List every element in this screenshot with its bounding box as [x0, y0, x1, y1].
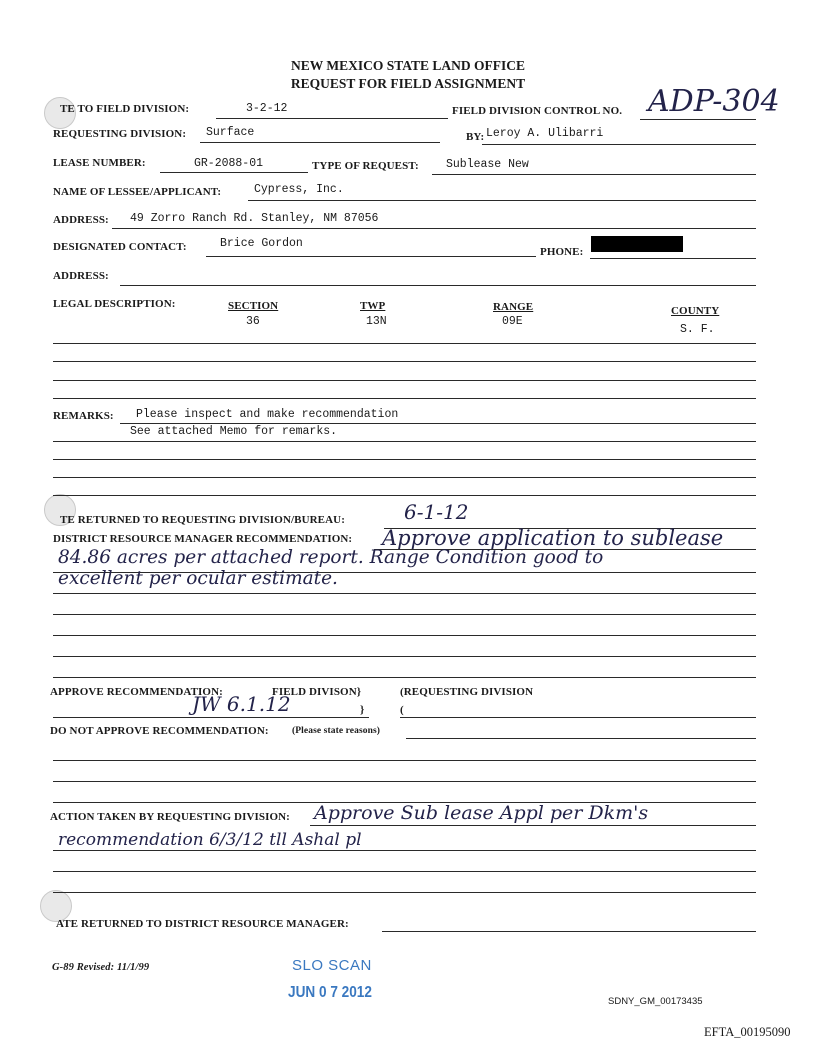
form-title-line1: NEW MEXICO STATE LAND OFFICE [290, 58, 526, 73]
do-not-approve-label: DO NOT APPROVE RECOMMENDATION: [50, 725, 269, 737]
by-value: Leroy A. Ulibarri [486, 127, 604, 140]
drm-recommendation-line1: Approve application to sublease [382, 526, 724, 550]
phone-redaction [591, 236, 683, 252]
approve-recommendation-label: APPROVE RECOMMENDATION: [50, 686, 223, 698]
legal-description-label: LEGAL DESCRIPTION: [53, 298, 176, 310]
date-returned-drm-label: ATE RETURNED TO DISTRICT RESOURCE MANAGER: [56, 918, 349, 930]
approve-field-division-label: FIELD DIVISON} [272, 686, 362, 698]
action-taken-line1: Approve Sub lease Appl per Dkm's [314, 802, 649, 824]
requesting-division-label: REQUESTING DIVISION: [53, 128, 187, 140]
date-returned-value: 6-1-12 [404, 500, 469, 524]
action-taken-line2: recommendation 6/3/12 tll Ashal pl [58, 830, 362, 850]
lessee-value: Cypress, Inc. [254, 183, 344, 196]
by-label: BY: [466, 131, 485, 143]
drm-recommendation-label: DISTRICT RESOURCE MANAGER RECOMMENDATION: [53, 533, 353, 545]
requesting-division-value: Surface [206, 126, 255, 139]
approve-requesting-division-label: (REQUESTING DIVISION [400, 686, 534, 698]
legal-col-section: SECTION [228, 300, 279, 312]
drm-recommendation-line3: excellent per ocular estimate. [58, 568, 338, 589]
legal-range-value: 09E [502, 315, 523, 328]
lease-number-value: GR-2088-01 [194, 157, 264, 170]
type-of-request-label: TYPE OF REQUEST: [312, 160, 419, 172]
scan-stamp-line1: SLO SCAN [292, 957, 372, 974]
form-revision-label: G-89 Revised: 11/1/99 [52, 962, 150, 973]
address-value: 49 Zorro Ranch Rd. Stanley, NM 87056 [130, 212, 379, 225]
scan-stamp-date: JUN 0 7 2012 [288, 984, 372, 1001]
action-taken-label: ACTION TAKEN BY REQUESTING DIVISION: [50, 811, 290, 823]
lease-number-label: LEASE NUMBER: [53, 157, 146, 169]
address2-label: ADDRESS: [53, 270, 109, 282]
remarks-label: REMARKS: [53, 410, 114, 422]
type-of-request-value: Sublease New [446, 158, 529, 171]
remarks-line2: See attached Memo for remarks. [130, 425, 338, 438]
remarks-line1: Please inspect and make recommendation [136, 408, 399, 421]
bates-number: SDNY_GM_00173435 [608, 996, 703, 1007]
legal-col-range: RANGE [493, 301, 534, 313]
approve-initials-date: JW 6.1.12 [192, 692, 291, 716]
lessee-label: NAME OF LESSEE/APPLICANT: [53, 186, 222, 198]
designated-contact-label: DESIGNATED CONTACT: [53, 241, 187, 253]
control-no-label: FIELD DIVISION CONTROL NO. [452, 105, 623, 117]
date-to-field-division-value: 3-2-12 [246, 102, 288, 115]
do-not-approve-note: (Please state reasons) [292, 726, 381, 736]
legal-section-value: 36 [246, 315, 260, 328]
control-no-value: ADP-304 [648, 84, 780, 119]
address-label: ADDRESS: [53, 214, 109, 226]
date-returned-label: TE RETURNED TO REQUESTING DIVISION/BUREAU: [60, 514, 345, 526]
legal-col-twp: TWP [360, 300, 386, 312]
legal-col-county: COUNTY [671, 305, 720, 317]
form-title-line2: REQUEST FOR FIELD ASSIGNMENT [290, 76, 526, 91]
efta-number: EFTA_00195090 [704, 1025, 791, 1039]
approve-brace: } [360, 704, 365, 716]
drm-recommendation-line2: 84.86 acres per attached report. Range Condition good to [58, 547, 604, 568]
legal-twp-value: 13N [366, 315, 387, 328]
designated-contact-value: Brice Gordon [220, 237, 303, 250]
phone-label: PHONE: [540, 246, 584, 258]
approve-paren: ( [400, 704, 404, 716]
date-to-field-division-label: TE TO FIELD DIVISION: [60, 103, 190, 115]
legal-county-value: S. F. [680, 323, 715, 336]
